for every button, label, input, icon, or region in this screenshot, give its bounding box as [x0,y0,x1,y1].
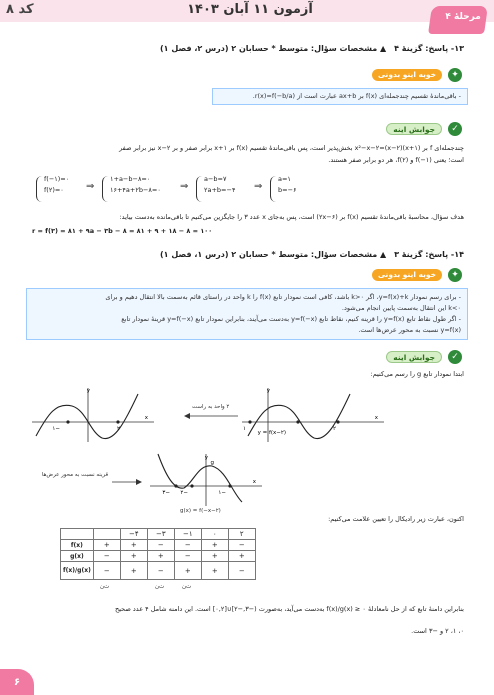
sign-cell: + [120,562,147,580]
sign-cell: + [174,562,201,580]
q13-line4: r = f(۳) = ۸۱ + ۹a − ۳b − ۸ = ۸۱ + ۹ + ۱۸ − ۸ = ۱۰۰ [32,227,213,235]
q14-conclusion1: بنابراین دامنهٔ تابع که از حل نامعادلهٔ f(x)/g(x) ≥ ۰ به‌دست می‌آید، به‌صورت (−۳,−۲]∪[۰,۲] است. این دامنه شامل ۴ عدد صحیح [114,605,464,613]
q13-solution-label: جوابش اینه [386,123,442,135]
sign-cell: − [147,562,174,580]
q14-solution-label: جوابش اینه [386,351,442,363]
equation: a−b=۷ [204,175,227,183]
q13-tip-label: خوبه اینو بدونی [372,69,442,81]
q14-tip-box [26,288,468,340]
graph-g-label: g(x) = f(−x−۲) [180,508,221,514]
equation: a=۱ [278,175,291,183]
tick-label: ۱ [243,426,246,432]
page-header [0,0,494,32]
q13-system3 [204,174,235,196]
sign-cell: + [93,540,120,551]
brace [36,176,42,202]
graph-label: y = f(x−۲) [257,430,286,436]
stage-tab [428,6,488,34]
equation: ۲a+b=−۴ [204,186,236,195]
tick-label: −۳ [162,490,170,496]
equation: f(−۱)=۰ [44,175,70,183]
check-icon: ✓ [448,350,462,364]
q14-tip-label: خوبه اینو بدونی [372,269,442,281]
undefined-mark: ت‌ن [100,584,110,590]
table-cell: ۲ [228,529,255,540]
table-cell [61,529,94,540]
tick-label: −۱ [218,490,226,496]
brace [196,176,202,202]
implies-arrow: ⇒ [86,181,95,192]
table-row [61,562,256,580]
table-cell [93,529,120,540]
equation: ۱+a−b−۸=۰ [110,175,151,183]
undefined-mark: ت‌ن [182,584,192,590]
sign-cell: + [228,551,255,562]
tick-label: −۱ [52,426,60,432]
row-label: f(x)/g(x) [61,562,94,580]
table-header-row [61,529,256,540]
axis-label: x [252,479,256,485]
graph-f-shift [238,384,388,444]
q13-title: ۱۳- پاسخ: گزینهٔ ۴ [394,44,464,53]
q14-intro: ابتدا نمودار تابع g را رسم می‌کنیم: [370,370,464,378]
q13-line2: است؛ یعنی f(−۱) و f(۲)، هر دو برابر صفر هستند. [328,156,464,164]
table-cell: −۱ [174,529,201,540]
q13-meta: ▲ مشخصات سؤال: متوسط * حسابان ۲ (درس ۲، فصل ۱) [160,44,387,53]
sign-cell: + [120,540,147,551]
stage-label: مرحلهٔ ۴ [444,12,481,22]
right-arrow-icon [112,478,142,486]
sign-cell: − [228,540,255,551]
sign-cell: − [174,540,201,551]
sign-cell: + [201,551,228,562]
equation: b=−۶ [278,186,297,195]
table-cell: −۴ [120,529,147,540]
tick-label: ۲ [333,426,336,432]
q13-tip-box [212,88,468,105]
q14-tip-line4: y=f(x) نسبت به محور عرض‌ها است. [358,326,461,335]
row-label: g(x) [61,551,94,562]
undefined-mark: ت‌ن [155,584,165,590]
q13-tip-text: - باقی‌ماندهٔ تقسیم چندجمله‌ای f(x) بر ax+b عبارت است از r(x)=f(−b/a). [252,92,461,100]
sign-cell: − [93,562,120,580]
axis-label: x [144,415,148,421]
shift-right-label: ۲ واحد به راست [192,404,230,410]
sign-cell: + [120,551,147,562]
sign-cell: + [201,540,228,551]
graph-label: g [210,460,214,466]
axis-label: y [204,455,208,461]
lightbulb-icon: ✦ [448,268,462,282]
graph-g [146,452,266,508]
sign-cell: − [174,551,201,562]
axis-label: x [374,415,378,421]
q14-table-intro: اکنون، عبارت زیر رادیکال را تعیین علامت می‌کنیم: [328,515,464,523]
implies-arrow: ⇒ [180,181,189,192]
tick-label: −۲ [180,490,188,496]
q13-line3: هدف سؤال، محاسبهٔ باقی‌ماندهٔ تقسیم f(x) بر (۲x−۶) است، پس به‌جای x عدد ۳ را جایگزین می‌کنیم تا باقی‌مانده به‌دست بیاید: [119,213,464,221]
graph-f [28,384,158,444]
axis-label: y [266,388,270,394]
exam-code: کد ۸ [6,2,34,17]
sign-cell: − [93,551,120,562]
q14-conclusion2: ۰، ۱، ۲ و −۳ است. [411,627,464,635]
sign-cell: + [147,551,174,562]
brace [270,176,276,202]
check-icon: ✓ [448,122,462,136]
table-row [61,551,256,562]
axis-label: y [86,388,90,394]
sign-cell: − [147,540,174,551]
equation: ۱۶+۴a+۲b−۸=۰ [110,186,161,195]
row-label: f(x) [61,540,94,551]
left-arrow-icon [184,412,240,420]
brace [102,176,108,202]
table-cell: −۳ [147,529,174,540]
table-row [61,540,256,551]
equation: f(۲)=۰ [44,186,64,195]
reflect-label: قرینه نسبت به محور عرض‌ها [41,472,109,478]
sign-cell: + [201,562,228,580]
exam-title: آزمون ۱۱ آبان ۱۴۰۳ [187,2,313,17]
page-number: ۶ [0,669,34,695]
q13-system1 [44,174,69,196]
tick-label: ۲ [117,426,120,432]
sign-cell: − [228,562,255,580]
sign-table [60,528,256,580]
q13-line1: چندجمله‌ای f بر x²−x−۲=(x−۲)(x+۱) بخش‌پذیر است، پس باقی‌ماندهٔ تقسیم f(x) بر x+۱ برابر صفر و بر x−۲ نیز برابر صفر [119,144,464,152]
q14-tip-line3: - اگر طول نقاط تابع y=f(x) را قرینه کنیم، نقاط تابع y=f(−x) به‌دست می‌آیند، بنابراین نمودار تابع y=f(−x) قرینهٔ نمودار تابع [121,315,461,324]
table-cell: ۰ [201,529,228,540]
q14-meta: ▲ مشخصات سؤال: متوسط * حسابان ۲ (درس ۱، فصل ۱) [160,250,387,259]
q13-system2 [110,174,161,196]
lightbulb-icon: ✦ [448,68,462,82]
q14-tip-line1: - برای رسم نمودار y=f(x)+k، اگر k>۰ باشد، کافی است نمودار تابع f(x) را k واحد در راستای قائم به‌سمت بالا انتقال دهیم و برای [105,293,461,301]
q13-system4 [278,174,297,196]
q14-title: ۱۴- پاسخ: گزینهٔ ۳ [394,250,464,259]
q14-tip-line2: k<۰ این انتقال به‌سمت پایین انجام می‌شود. [341,304,461,313]
implies-arrow: ⇒ [254,181,263,192]
